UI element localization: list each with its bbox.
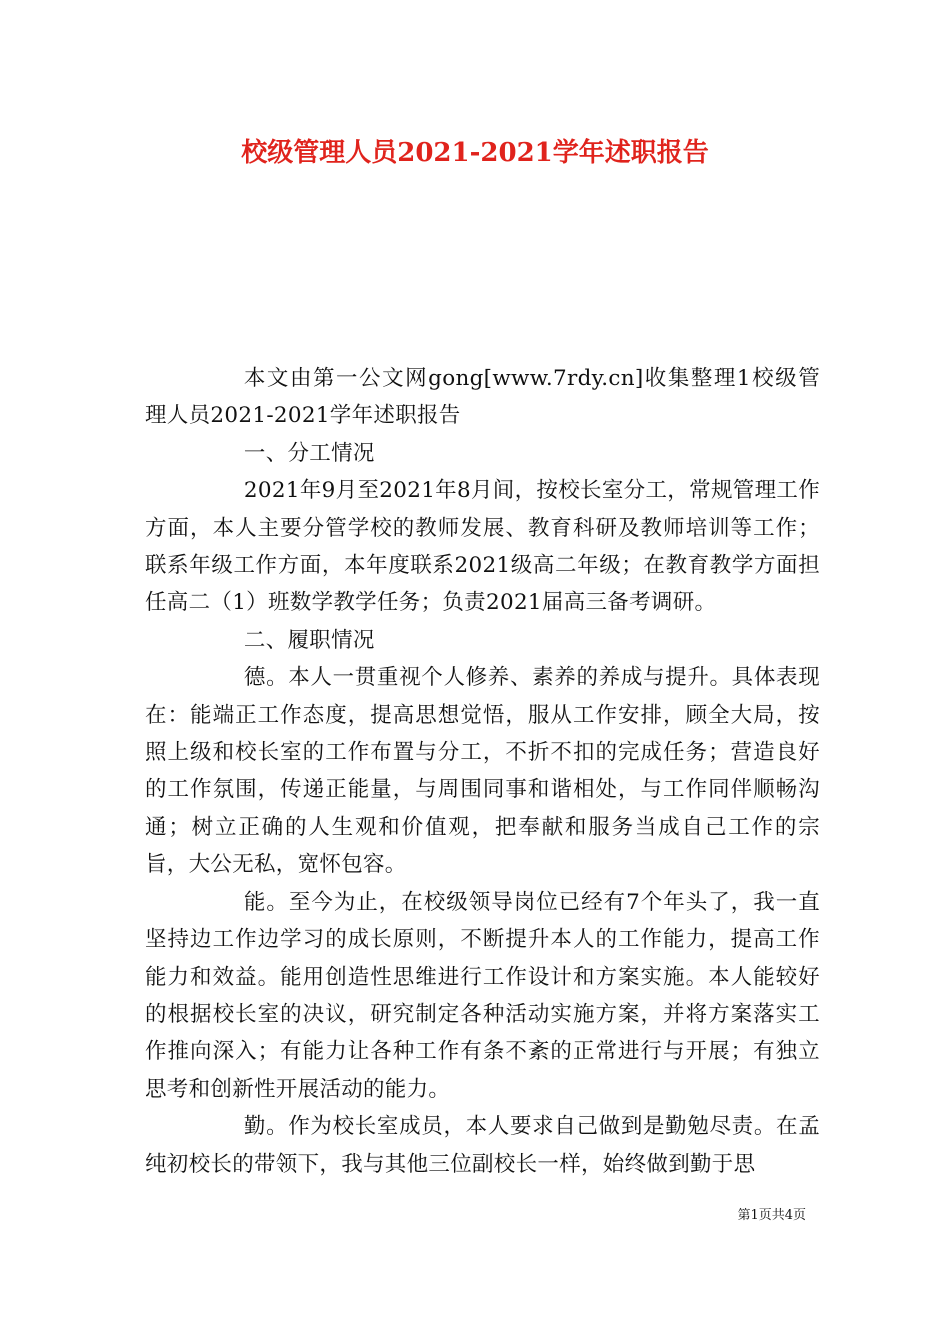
paragraph-virtue: 德。本人一贯重视个人修养、素养的养成与提升。具体表现在：能端正工作态度，提高思想觉悟，服从工作安排，顾全大局，按照上级和校长室的工作布置与分工，不折不扣的完成任务；营造良好的工作氛围，传递正能量，与周围同事和谐相处，与工作同伴顺畅沟通；树立正确的人生观和价值观，把奉献和服务当成自己工作的宗旨，大公无私，宽怀包容。: [145, 665, 820, 878]
section-heading-division: 一、分工情况: [243, 440, 375, 466]
section-heading-duties: 二、履职情况: [243, 627, 375, 653]
paragraph-ability: 能。至今为止，在校级领导岗位已经有7个年头了，我一直坚持边工作边学习的成长原则，不断提升本人的工作能力，提高工作能力和效益。能用创造性思维进行工作设计和方案实施。本人能较好的根据校长室的决议，研究制定各种活动实施方案，并将方案落实工作推向深入；有能力让各种工作有条不紊的正常进行与开展；有独立思考和创新性开展活动的能力。: [145, 889, 820, 1102]
intro-paragraph: 本文由第一公文网gong[www.7rdy.cn]收集整理1校级管理人员2021-2021学年述职报告: [145, 366, 820, 429]
paragraph-division: 2021年9月至2021年8月间，按校长室分工，常规管理工作方面，本人主要分管学校的教师发展、教育科研及教师培训等工作；联系年级工作方面，本年度联系2021级高二年级；在教育教学方面担任高二（1）班数学教学任务；负责2021届高三备考调研。: [145, 478, 820, 616]
document-title: 校级管理人员2021-2021学年述职报告: [241, 138, 709, 168]
paragraph-diligence: 勤。作为校长室成员，本人要求自己做到是勤勉尽责。在孟纯初校长的带领下，我与其他三位副校长一样，始终做到勤于思: [145, 1114, 820, 1177]
document-body: [145, 360, 820, 1183]
page-number: 第1页共4页: [737, 1208, 806, 1223]
